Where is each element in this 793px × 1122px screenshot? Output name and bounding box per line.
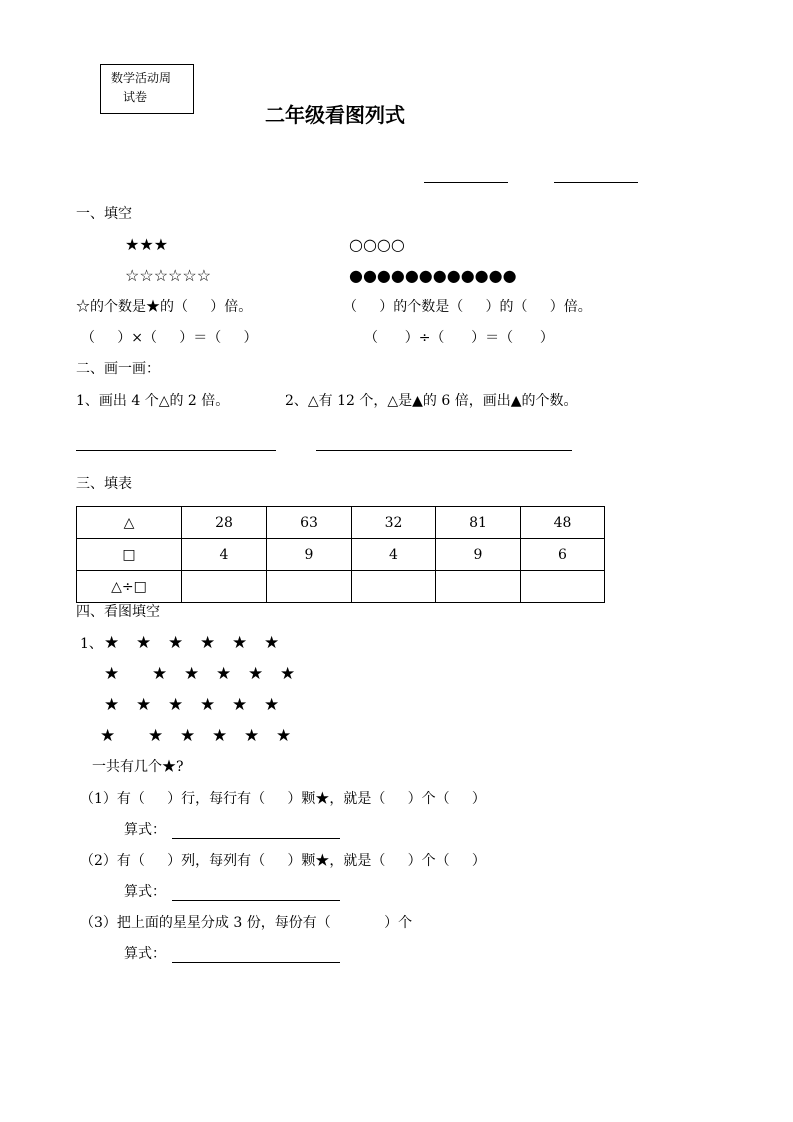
total-question: 一共有几个★? (92, 759, 184, 775)
table-row-label: △ (77, 507, 182, 539)
table-cell: 9 (436, 539, 521, 571)
equation-left: （ ）×（ ）＝（ ） (81, 330, 258, 346)
division-table (76, 506, 605, 603)
white-circles: ○○○○ (349, 235, 405, 254)
star-icon: ★ (168, 695, 184, 715)
question-left: ☆的个数是★的（ ）倍。 (76, 299, 253, 315)
sub-question-2: （2）有（ ）列，每列有（ ）颗★，就是（ ）个（ ） (80, 853, 486, 869)
star-icon: ★ (104, 664, 120, 684)
star-icon: ★ (200, 633, 216, 653)
table-row-label: □ (77, 539, 182, 571)
star-icon: ★ (248, 664, 264, 684)
formula-label-3: 算式： (124, 946, 166, 962)
star-icon: ★ (216, 664, 232, 684)
answer-cell[interactable] (436, 571, 521, 603)
star-icon: ★ (280, 664, 296, 684)
star-icon: ★ (264, 633, 280, 653)
formula-answer-line-2[interactable] (172, 900, 340, 901)
star-icon: ★ (104, 633, 120, 653)
star-icon: ★ (168, 633, 184, 653)
star-icon: ★ (152, 664, 168, 684)
table-row (77, 539, 605, 571)
section3-heading: 三、填表 (76, 476, 132, 492)
section4-heading: 四、看图填空 (76, 604, 160, 620)
draw-question-2: 2、△有 12 个，△是▲的 6 倍，画出▲的个数。 (285, 393, 578, 409)
exam-tag-box (100, 64, 194, 114)
equation-right: （ ）÷（ ）＝（ ） (364, 330, 554, 346)
star-icon: ★ (104, 695, 120, 715)
page-title: 二年级看图列式 (265, 103, 405, 127)
table-cell: 48 (521, 507, 605, 539)
star-icon: ★ (200, 695, 216, 715)
table-cell: 81 (436, 507, 521, 539)
table-cell: 4 (182, 539, 267, 571)
table-cell: 28 (182, 507, 267, 539)
draw-question-1: 1、画出 4 个△的 2 倍。 (76, 393, 230, 409)
section1-heading: 一、填空 (76, 206, 132, 222)
answer-cell[interactable] (267, 571, 352, 603)
table-cell: 32 (352, 507, 436, 539)
star-icon: ★ (136, 633, 152, 653)
formula-answer-line-3[interactable] (172, 962, 340, 963)
formula-answer-line-1[interactable] (172, 838, 340, 839)
draw-area-1[interactable] (76, 450, 276, 451)
answer-cell[interactable] (352, 571, 436, 603)
table-row-label: △÷□ (77, 571, 182, 603)
star-icon: ★ (136, 695, 152, 715)
section2-heading: 二、画一画： (76, 361, 160, 377)
star-icon: ★ (244, 726, 260, 746)
sub-question-1: （1）有（ ）行，每行有（ ）颗★，就是（ ）个（ ） (80, 791, 486, 807)
table-row (77, 571, 605, 603)
star-icon: ★ (276, 726, 292, 746)
star-icon: ★ (148, 726, 164, 746)
star-icon: ★ (212, 726, 228, 746)
star-icon: ★ (232, 695, 248, 715)
star-icon: ★ (100, 726, 116, 746)
answer-cell[interactable] (521, 571, 605, 603)
name-blank-line[interactable] (424, 182, 508, 183)
answer-cell[interactable] (182, 571, 267, 603)
black-stars: ★★★ (125, 235, 169, 254)
table-cell: 4 (352, 539, 436, 571)
star-icon: ★ (184, 664, 200, 684)
score-blank-line[interactable] (554, 182, 638, 183)
sub-question-3: （3）把上面的星星分成 3 份，每份有（ ）个 (80, 915, 413, 931)
table-row (77, 507, 605, 539)
exam-tag-line1: 数学活动周 (111, 71, 172, 85)
star-icon: ★ (232, 633, 248, 653)
table-cell: 6 (521, 539, 605, 571)
black-circles: ●●●●●●●●●●●● (349, 266, 517, 285)
question-right: （ ）的个数是（ ）的（ ）倍。 (343, 299, 592, 315)
star-icon: ★ (264, 695, 280, 715)
table-cell: 63 (267, 507, 352, 539)
draw-area-2[interactable] (316, 450, 572, 451)
white-stars: ☆☆☆☆☆☆ (125, 266, 212, 285)
question-number: 1、 (80, 636, 103, 652)
formula-label-2: 算式： (124, 884, 166, 900)
exam-tag-line2: 试卷 (123, 90, 148, 104)
formula-label-1: 算式： (124, 822, 166, 838)
star-icon: ★ (180, 726, 196, 746)
table-cell: 9 (267, 539, 352, 571)
